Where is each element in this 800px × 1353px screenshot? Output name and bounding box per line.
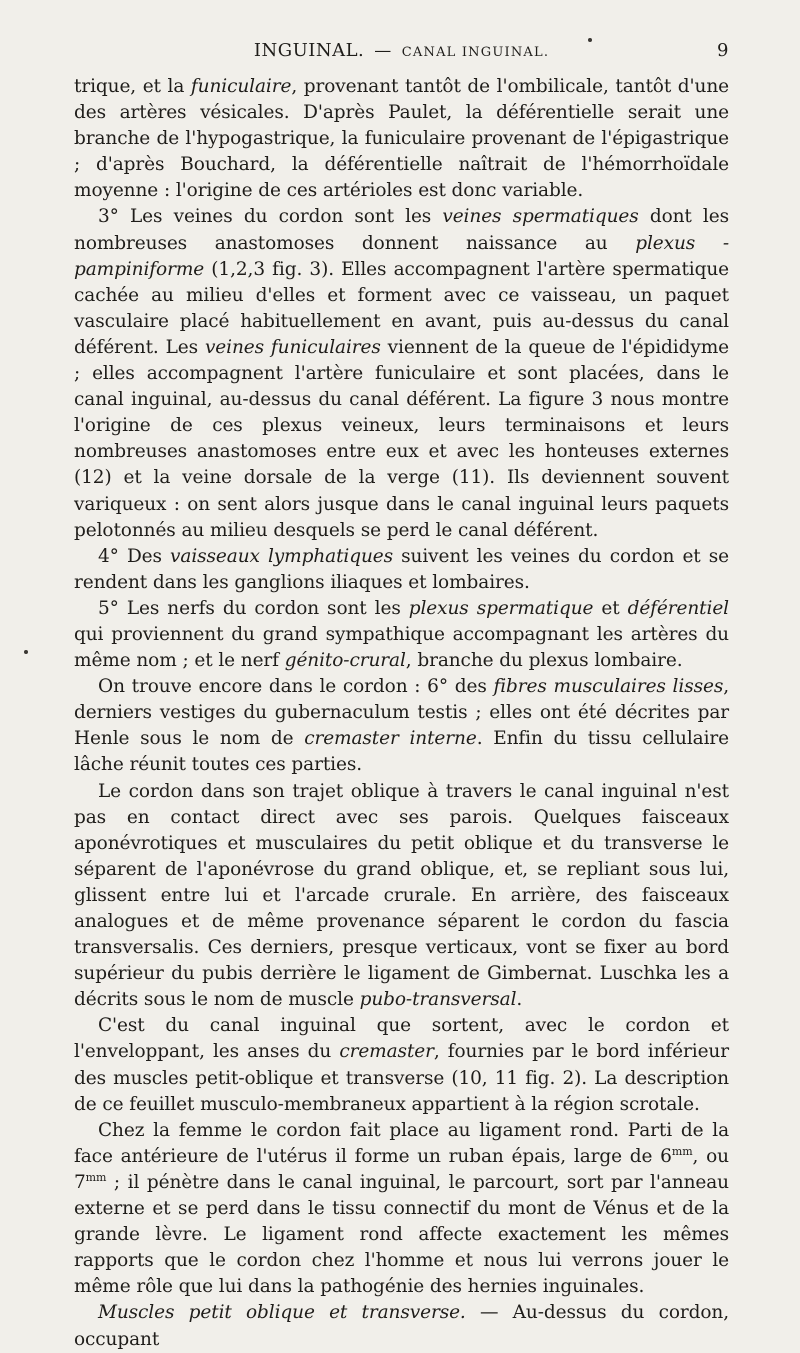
text-run: , provenant tantôt de l'ombilicale, tantôt d'une des artères vésicales. D'après Paulet, la déférentielle serait une branche de l'hypogastrique, la funiculaire provenant de l'épigastrique ; d'après Bouchard, la déférentielle naîtrait de l'hémorrhoïdale moyenne : l'origine de ces artérioles est donc variable. (74, 76, 729, 202)
italic-term: cremaster interne (304, 728, 477, 750)
text-run: , branche du plexus lombaire. (405, 650, 683, 672)
italic-term: plexus spermatique (408, 597, 594, 619)
text-run: 4° Des (98, 545, 171, 567)
text-run: . (516, 989, 523, 1011)
paragraph (74, 204, 729, 543)
italic-term: veines spermatiques (442, 206, 639, 228)
paragraph (74, 779, 729, 1014)
title-separator: — (374, 41, 392, 61)
italic-term: funiculaire (190, 76, 292, 97)
text-run: — Au-dessus du cordon, occupant (74, 1302, 729, 1350)
paragraph (74, 74, 729, 204)
text-run: 5° Les nerfs du cordon sont les (98, 597, 409, 619)
print-speck (588, 38, 592, 42)
text-run: C'est du canal inguinal que sortent, avec le cordon et l'enveloppant, les anses du (74, 1015, 729, 1063)
text-run: On trouve encore dans le cordon : 6° des (98, 676, 494, 698)
text-run: suivent les veines du cordon et se rendent dans les ganglions iliaques et lombaires. (74, 545, 730, 593)
text-run: 3° Les veines du cordon sont les (98, 206, 443, 228)
italic-term: Muscles petit oblique et transverse. (98, 1302, 466, 1324)
italic-term: déférentiel (627, 597, 729, 619)
paragraph (74, 596, 729, 674)
text-run: , ou 7 (74, 1145, 729, 1193)
italic-term: génito-crural (284, 650, 406, 672)
text-run: , fournies par le bord inférieur des muscles petit-oblique et transverse (10, 11 fig. 2). La description de ce feuillet musculo-membraneux appartient à la région scrotale. (74, 1041, 729, 1115)
text-run: viennent de la queue de l'épididyme ; elles accompagnent l'artère funiculaire et sont placées, dans le canal inguinal, au-dessus du canal déférent. La figure 3 nous montre l'origine de ces plexus veineux, leurs terminaisons et leurs nombreuses anastomoses entre eux et avec les honteuses externes (12) et la veine dorsale de la verge (11). Ils deviennent souvent variqueux : on sent alors jusque dans le canal inguinal leurs paquets pelotonnés au milieu desquels se perd le canal déférent. (74, 336, 729, 541)
text-run: et (593, 597, 628, 619)
paragraph (74, 674, 729, 778)
italic-term: pubo-transversal (359, 989, 517, 1011)
print-speck (24, 650, 28, 654)
text-run: ; il pénètre dans le canal inguinal, le parcourt, sort par l'anneau externe et se perd dans le tissu connectif du mont de Vénus et de la grande lèvre. Le ligament rond affecte exactement les mêmes rapports que le cordon chez l'homme et nous lui verrons jouer le même rôle que lui dans la pathogénie des hernies inguinales. (74, 1171, 729, 1298)
running-title: INGUINAL. (253, 40, 365, 61)
text-run: , derniers vestiges du gubernaculum testis ; elles ont été décrites par Henle sous le nom de (74, 676, 730, 750)
text-run: qui proviennent du grand sympathique accompagnant les artères du même nom ; et le nerf (74, 623, 729, 672)
italic-term: plexus - pampiniforme (74, 232, 729, 280)
text-run: trique, et la (74, 76, 191, 97)
paragraph (74, 1300, 729, 1352)
text-run: (1,2,3 fig. 3). Elles accompagnent l'artère spermatique cachée au milieu d'elles et forment avec ce vaisseau, un paquet vasculaire placé habituellement en avant, puis au-dessus du canal déférent. Les (74, 258, 729, 358)
superscript-unit: mm (671, 1144, 693, 1158)
italic-term: cremaster (339, 1041, 434, 1063)
paragraph (74, 1118, 729, 1301)
italic-term: fibres musculaires lisses (493, 676, 724, 698)
text-run: Chez la femme le cordon fait place au ligament rond. Parti de la face antérieure de l'utérus il forme un ruban épais, large de 6 (74, 1119, 729, 1167)
page-number: 9 (717, 40, 729, 61)
text-run: . Enfin du tissu cellulaire lâche réunit toutes ces parties. (74, 728, 729, 776)
text-run: dont les nombreuses anastomoses donnent naissance au (74, 206, 729, 254)
italic-term: vaisseaux lymphatiques (170, 545, 394, 567)
running-subtitle: CANAL INGUINAL. (401, 45, 550, 60)
book-page (74, 40, 729, 1353)
text-run: Le cordon dans son trajet oblique à travers le canal inguinal n'est pas en contact direct avec ses parois. Quelques faisceaux aponévrotiques et musculaires du petit oblique et du transverse le séparent de l'aponévrose du grand oblique, et, se repliant sous lui, glissent entre lui et l'arcade crurale. En arrière, des faisceaux analogues et de même provenance séparent le cordon du fascia transversalis. Ces derniers, presque verticaux, vont se fixer au bord supérieur du pubis derrière le ligament de Gimbernat. Luschka les a décrits sous le nom de muscle (74, 780, 729, 1011)
superscript-unit: mm (85, 1170, 107, 1184)
paragraph (74, 544, 729, 596)
italic-term: veines funiculaires (204, 336, 381, 358)
running-head (74, 40, 729, 74)
body-text (74, 74, 729, 1353)
paragraph (74, 1013, 729, 1117)
